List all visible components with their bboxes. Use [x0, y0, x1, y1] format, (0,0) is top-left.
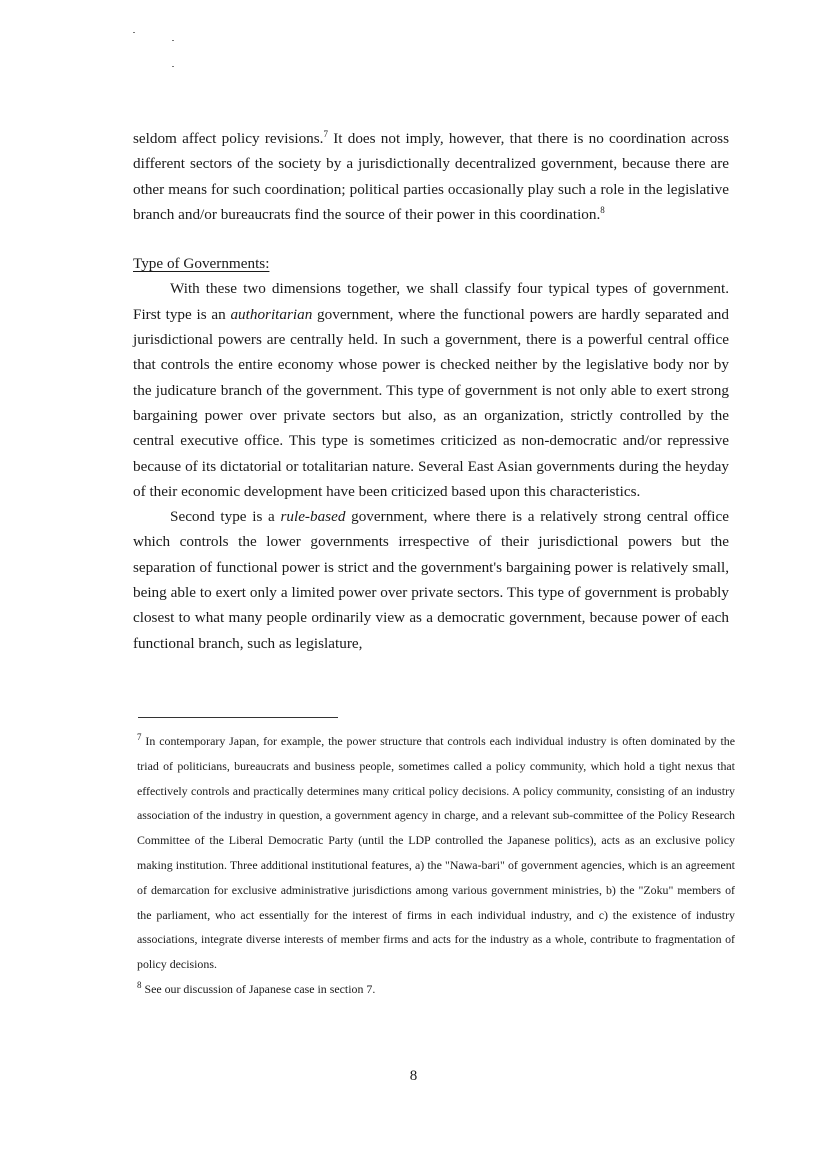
footnote-ref: 7	[323, 128, 328, 139]
emphasis: rule-based	[280, 508, 346, 526]
page-number: 8	[409, 1068, 418, 1084]
paragraph: With these two dimensions together, we shall classify four typical types of government. First type is an authoritarian government, where the functional powers are hardly separated and jurisdictional powers are centrally held. In such a government, there is a powerful central office that controls the entire economy whose power is checked neither by the legislative body nor by the judicature branch of the government. This type of government is not only able to exert strong bargaining power over private sectors but also, as an organization, strictly controlled by the central executive office. This type is sometimes criticized as non-democratic and/or repressive because of its dictatorial or totalitarian nature. Several East Asian governments during the heyday of their economic development have been criticized based upon this characteristics.	[133, 280, 729, 500]
section-heading: Type of Governments:	[133, 255, 270, 273]
footnotes	[137, 729, 735, 1002]
paragraph: Second type is a rule-based government, where there is a relatively strong central office which controls the lower governments irrespective of their jurisdictional powers but the separation of functional power is strict and the government's bargaining power is relatively small, being able to exert only a limited power over private sectors. This type of government is probably closest to what many people ordinarily view as a democratic government, because power of each functional branch, such as legislature,	[133, 508, 729, 652]
footnote: $^8$ See our discussion of Japanese case in section 7.	[137, 980, 376, 996]
footnote-ref: 8	[600, 204, 605, 215]
scan-speck	[133, 32, 135, 33]
scan-speck	[172, 40, 174, 41]
emphasis: authoritarian	[230, 305, 313, 323]
paragraph: seldom affect policy revisions.$^7$ It does not imply, however, that there is no coordination across different sectors of the society by a jurisdictionally decentralized government, because there are other means for such coordination; political parties occasionally play such a role in the legislative branch and/or bureaucrats find the source of their power in this coordination.$^8$	[133, 128, 729, 223]
scan-speck	[172, 66, 174, 67]
footnote-marker: 8	[137, 980, 142, 990]
footnote-marker: 7	[137, 732, 142, 743]
footnote-separator	[138, 717, 338, 718]
footnote: $^7$ In contemporary Japan, for example, the power structure that controls each individual industry is often dominated by the triad of politicians, bureaucrats and business people, sometimes called a policy community, which hold a tight nexus that effectively controls and practically determines many critical policy decisions. A policy community, consisting of an industry association of the industry in question, a government agency in charge, and a relevant sub-committee of the Policy Research Committee of the Liberal Democratic Party (until the LDP controlled the Japanese politics), acts as an exclusive policy making institution. Three additional institutional features, a) the "Nawa-bari" of government agencies, which is an agreement of demarcation for exclusive administrative jurisdictions among various government ministries, b) the "Zoku" members of the parliament, who act essentially for the interest of firms in each individual industry, and c) the existence of industry associations, integrate diverse interests of member firms and acts for the industry as a whole, contribute to fragmentation of policy decisions.	[137, 732, 735, 972]
body-text	[133, 126, 729, 656]
